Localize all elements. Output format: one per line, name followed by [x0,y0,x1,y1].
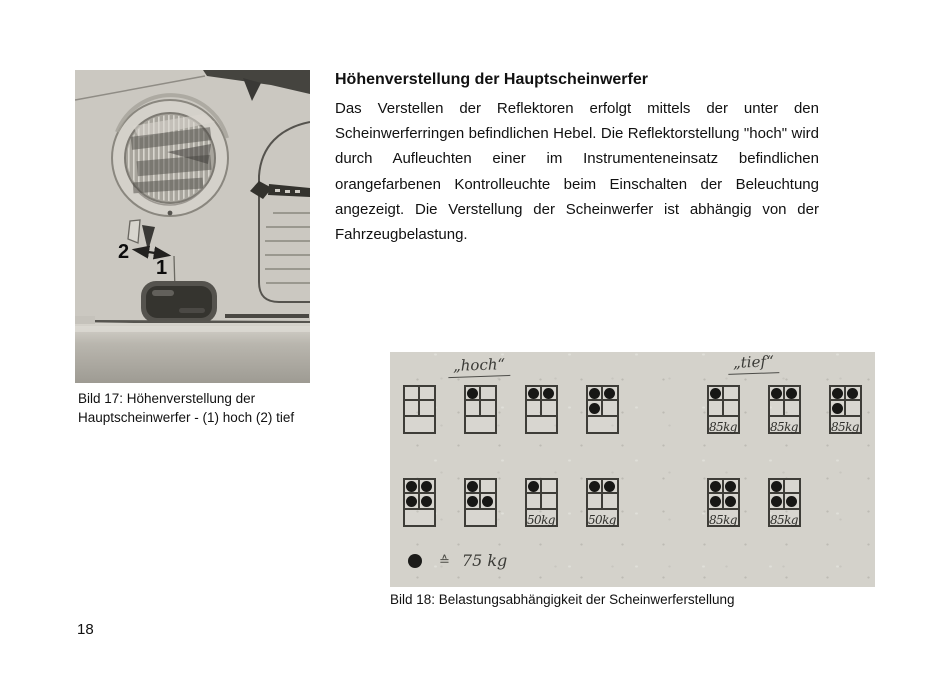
figure-18-load-diagram [390,352,875,587]
occupant-dot [725,481,736,492]
trunk-area [466,510,495,525]
occupant-dot [771,388,782,399]
occupant-dot [710,496,721,507]
occupied-seat [405,494,420,508]
load-diagram-box [403,385,436,434]
occupant-dot [832,388,843,399]
empty-seat [603,401,618,415]
seat-grid [831,387,860,417]
empty-seat [542,480,557,494]
occupied-seat [588,480,603,494]
empty-seat [405,401,420,415]
occupied-seat [770,480,785,494]
figure-17-caption-line2: Hauptscheinwerfer - (1) hoch (2) tief [78,410,295,425]
empty-seat [542,494,557,508]
occupant-dot [710,388,721,399]
trunk-area [770,510,799,525]
occupant-dot [786,496,797,507]
seat-grid [770,480,799,510]
occupant-dot [604,481,615,492]
label-2-tief: 2 [118,241,130,263]
load-diagram-box [768,385,801,434]
headlight-photo-illustration [75,70,310,383]
trunk-area [527,417,556,432]
empty-seat [588,494,603,508]
seat-grid [709,480,738,510]
occupant-dot [467,496,478,507]
empty-seat [405,387,420,401]
occupant-dot [725,496,736,507]
empty-seat [481,387,496,401]
seat-grid [527,480,556,510]
empty-seat [724,401,739,415]
occupied-seat [603,387,618,401]
occupant-dot [467,481,478,492]
corresponds-symbol: ≙ [439,552,450,568]
empty-seat [481,480,496,494]
load-diagram-box [464,385,497,434]
empty-seat [724,387,739,401]
figure-17-caption-line1: Bild 17: Höhenverstellung der [78,391,256,406]
trunk-weight-label: 85kg [831,420,859,434]
occupant-dot [528,388,539,399]
empty-seat [542,401,557,415]
trunk-weight-label: 85kg [709,513,737,527]
headlight [112,95,228,216]
occupied-seat [420,494,435,508]
seat-grid [466,480,495,510]
empty-seat [846,401,861,415]
occupant-dot [589,481,600,492]
occupant-dot [528,481,539,492]
empty-seat [466,401,481,415]
occupant-dot [543,388,554,399]
figure-18-caption: Bild 18: Belastungsabhängigkeit der Scheinwerferstellung [390,592,735,607]
tief-group-row2 [707,478,801,527]
occupant-dot [482,496,493,507]
occupied-seat [785,494,800,508]
trunk-area [466,417,495,432]
body-paragraph: Das Verstellen der Reflektoren erfolgt mittels der unter den Scheinwerferringen befindlichen Hebel. Die Reflektorstellung "hoch" wird durch Aufleuchten einer im Instrumenteneinsatz befindlichen orangefarbenen Kontrolleuchte beim Einschalten der Beleuchtung angezeigt. Die Verstellung der Scheinwerfer ist abhängig von der Fahrzeugbelastung. [335,100,819,244]
occupied-seat [770,494,785,508]
figure-17-caption [78,389,294,427]
diagram-row-top [390,385,875,434]
trunk-area [709,417,738,432]
trunk-area [405,417,434,432]
seat-grid [709,387,738,417]
figure-17-photo [75,70,310,383]
tief-column-label: „tief“ [728,352,780,375]
occupant-dot [786,388,797,399]
occupant-dot-legend [408,554,422,568]
empty-seat [420,387,435,401]
occupied-seat [527,480,542,494]
occupied-seat [466,494,481,508]
seat-grid [405,387,434,417]
occupied-seat [770,387,785,401]
load-diagram-box [464,478,497,527]
occupied-seat [709,494,724,508]
occupied-seat [466,480,481,494]
empty-seat [527,401,542,415]
occupied-seat [846,387,861,401]
turn-signal-lamp [141,281,217,323]
occupied-seat [709,480,724,494]
load-diagram-box [586,385,619,434]
trunk-area [405,510,434,525]
empty-seat [527,494,542,508]
section-heading: Höhenverstellung der Hauptscheinwerfer [335,71,648,88]
occupied-seat [724,494,739,508]
trunk-area [527,510,556,525]
seat-grid [770,387,799,417]
occupant-dot [771,481,782,492]
empty-seat [770,401,785,415]
empty-seat [481,401,496,415]
legend-weight-value: 75 kg [461,551,508,570]
occupant-dot [604,388,615,399]
occupied-seat [709,387,724,401]
trunk-area [831,417,860,432]
occupant-dot [589,403,600,414]
occupied-seat [466,387,481,401]
seat-grid [466,387,495,417]
empty-seat [785,480,800,494]
occupied-seat [405,480,420,494]
load-diagram-box [586,478,619,527]
trunk-area [709,510,738,525]
figure-legend [408,551,507,570]
trunk-area [588,417,617,432]
page-number: 18 [77,621,94,638]
empty-seat [603,494,618,508]
occupant-dot [421,481,432,492]
tief-group-row1 [707,385,862,434]
seat-grid [527,387,556,417]
empty-seat [420,401,435,415]
load-diagram-box [403,478,436,527]
seat-grid [588,480,617,510]
trunk-weight-label: 50kg [527,513,555,527]
occupied-seat [724,480,739,494]
label-1-hoch: 1 [156,257,168,279]
hoch-column-label: „hoch“ [448,355,511,378]
occupant-dot [406,481,417,492]
occupant-dot [589,388,600,399]
trunk-weight-label: 50kg [588,513,616,527]
trunk-weight-label: 85kg [770,513,798,527]
occupant-dot [467,388,478,399]
trunk-area [770,417,799,432]
trunk-weight-label: 85kg [709,420,737,434]
load-diagram-box [525,385,558,434]
occupant-dot [771,496,782,507]
occupant-dot [832,403,843,414]
load-diagram-box [768,478,801,527]
occupied-seat [542,387,557,401]
occupied-seat [527,387,542,401]
occupied-seat [603,480,618,494]
occupied-seat [831,387,846,401]
trunk-weight-label: 85kg [770,420,798,434]
occupant-dot [406,496,417,507]
occupied-seat [588,387,603,401]
seat-grid [588,387,617,417]
diagram-row-bottom [390,478,875,527]
occupant-dot [847,388,858,399]
empty-seat [785,401,800,415]
occupied-seat [481,494,496,508]
occupied-seat [420,480,435,494]
occupied-seat [831,401,846,415]
hoch-group-row2 [403,478,619,527]
load-diagram-box [707,385,740,434]
seat-grid [405,480,434,510]
occupant-dot [710,481,721,492]
occupied-seat [785,387,800,401]
occupied-seat [588,401,603,415]
load-diagram-box [829,385,862,434]
bumper [75,316,310,383]
occupant-dot [421,496,432,507]
lever-slot [128,220,140,243]
load-diagram-box [707,478,740,527]
seam-shadow [225,314,309,318]
trunk-area [588,510,617,525]
load-diagram-box [525,478,558,527]
hoch-group-row1 [403,385,619,434]
empty-seat [709,401,724,415]
